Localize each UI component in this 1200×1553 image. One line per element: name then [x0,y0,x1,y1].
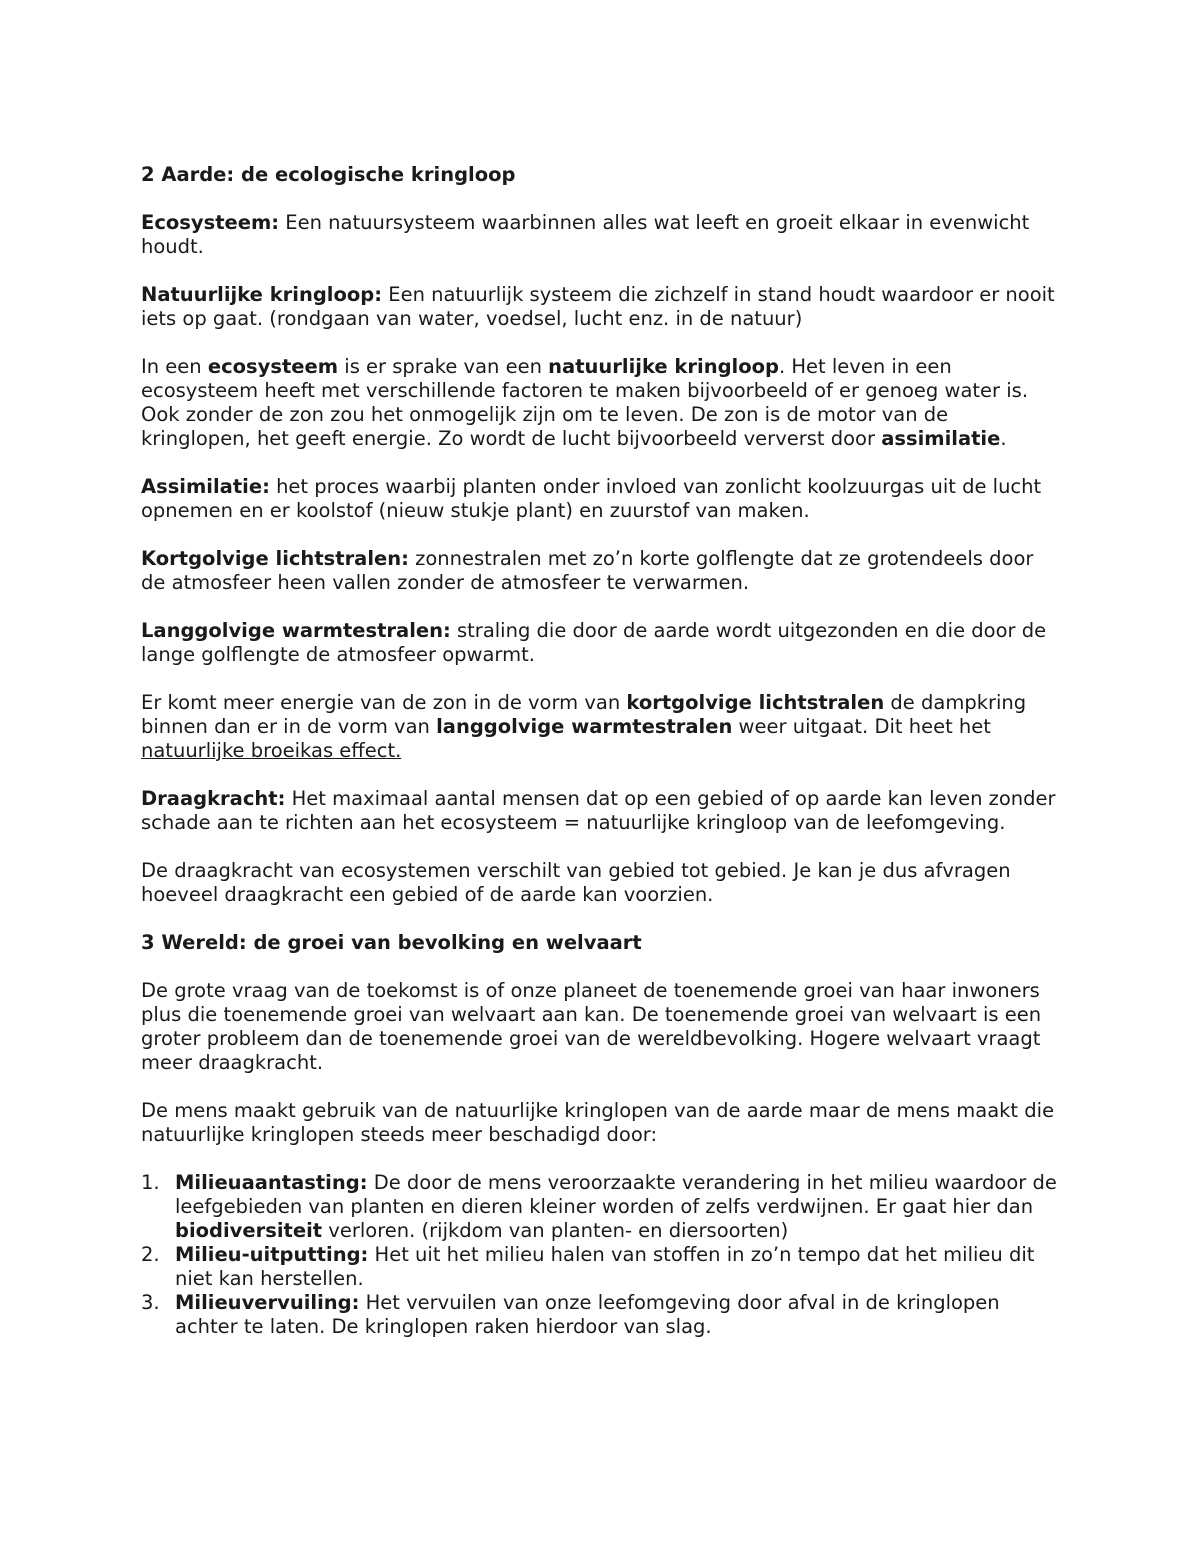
list-number: 1. [141,1171,160,1194]
text-run: Het uit het milieu halen van stoffen in zo’n tempo dat het milieu dit niet kan herstellen. [175,1243,1035,1290]
term-kortgolvige-lichtstralen: Kortgolvige lichtstralen: [141,547,409,570]
text-run: is er sprake van een [338,355,549,378]
definition-kortgolvige-lichtstralen [141,547,1061,595]
section-heading-aarde: 2 Aarde: de ecologische kringloop [141,163,516,186]
bold-run: ecosysteem [207,355,339,378]
text-run: weer uitgaat. Dit heet het [732,715,991,738]
underlined-run: natuurlijke broeikas effect. [141,739,402,762]
bold-run: langgolvige warmtestralen [436,715,733,738]
bold-run: kortgolvige lichtstralen [626,691,885,714]
term-assimilatie: Assimilatie: [141,475,270,498]
term-natuurlijke-kringloop: Natuurlijke kringloop: [141,283,383,306]
list-number: 2. [141,1243,160,1266]
paragraph-mens-kringlopen: De mens maakt gebruik van de natuurlijke kringlopen van de aarde maar de mens maakt die natuurlijke kringlopen steeds meer beschadigd door: [141,1099,1055,1146]
text-run: In een [141,355,208,378]
list-item [141,1243,1061,1291]
definition-text: zonnestralen met zo’n korte golflengte dat ze grotendeels door de atmosfeer heen vallen zonder de atmosfeer te verwarmen. [141,547,1034,594]
definition-text: het proces waarbij planten onder invloed van zonlicht koolzuurgas uit de lucht opnemen en er koolstof (nieuw stukje plant) en zuurstof van maken. [141,475,1042,522]
paragraph-broeikas-effect [141,691,1061,763]
paragraph-groei-welvaart: De grote vraag van de toekomst is of onze planeet de toenemende groei van haar inwoners plus die toenemende groei van welvaart aan kan. De toenemende groei van welvaart is een groter probleem dan de toenemende groei van de wereldbevolking. Hogere welvaart vraagt meer draagkracht. [141,979,1042,1074]
term-milieu-uitputting: Milieu-uitputting: [175,1243,369,1266]
text-run: Er komt meer energie van de zon in de vorm van [141,691,627,714]
milieu-list [141,1171,1061,1339]
document-page [141,163,1061,1339]
term-draagkracht: Draagkracht: [141,787,286,810]
text-run: . [1000,427,1007,450]
list-item [141,1171,1061,1243]
text-run: verloren. (rijkdom van planten- en diersoorten) [322,1219,789,1242]
text-run: De door de mens veroorzaakte verandering in het milieu waardoor de leefgebieden van planten en dieren kleiner worden of zelfs verdwijnen. Er gaat hier dan [175,1171,1057,1218]
definition-langgolvige-warmtestralen [141,619,1061,667]
definition-assimilatie [141,475,1061,523]
text-run: de dampkring binnen dan er in de vorm van [141,691,1027,738]
term-ecosysteem: Ecosysteem: [141,211,280,234]
section-heading-wereld: 3 Wereld: de groei van bevolking en welvaart [141,931,642,954]
bold-run: assimilatie [881,427,1001,450]
definition-text: straling die door de aarde wordt uitgezonden en die door de lange golflengte de atmosfeer opwarmt. [141,619,1047,666]
text-run: . Het leven in een ecosysteem heeft met verschillende factoren te maken bijvoorbeeld of er genoeg water is. Ook zonder de zon zou het onmogelijk zijn om te leven. De zon is de motor van de kringlopen, het geeft energie. Zo wordt de lucht bijvoorbeeld ververst door [141,355,1029,450]
term-langgolvige-warmtestralen: Langgolvige warmtestralen: [141,619,451,642]
paragraph-ecosysteem-intro [141,355,1061,451]
term-milieuvervuiling: Milieuvervuiling: [175,1291,360,1314]
definition-text: Een natuursysteem waarbinnen alles wat leeft en groeit elkaar in evenwicht houdt. [141,211,1030,258]
definition-text: Een natuurlijk systeem die zichzelf in stand houdt waardoor er nooit iets op gaat. (rondgaan van water, voedsel, lucht enz. in de natuur) [141,283,1055,330]
bold-run: biodiversiteit [175,1219,323,1242]
definition-ecosysteem [141,211,1061,259]
definition-draagkracht [141,787,1061,835]
paragraph-draagkracht-verschil: De draagkracht van ecosystemen verschilt van gebied tot gebied. Je kan je dus afvragen hoeveel draagkracht een gebied of de aarde kan voorzien. [141,859,1011,906]
definition-natuurlijke-kringloop [141,283,1061,331]
definition-text: Het maximaal aantal mensen dat op een gebied of op aarde kan leven zonder schade aan te richten aan het ecosysteem = natuurlijke kringloop van de leefomgeving. [141,787,1056,834]
text-run: Het vervuilen van onze leefomgeving door afval in de kringlopen achter te laten. De kringlopen raken hierdoor van slag. [175,1291,1000,1338]
term-milieuaantasting: Milieuaantasting: [175,1171,368,1194]
list-number: 3. [141,1291,160,1314]
list-item [141,1291,1061,1339]
bold-run: natuurlijke kringloop [548,355,779,378]
